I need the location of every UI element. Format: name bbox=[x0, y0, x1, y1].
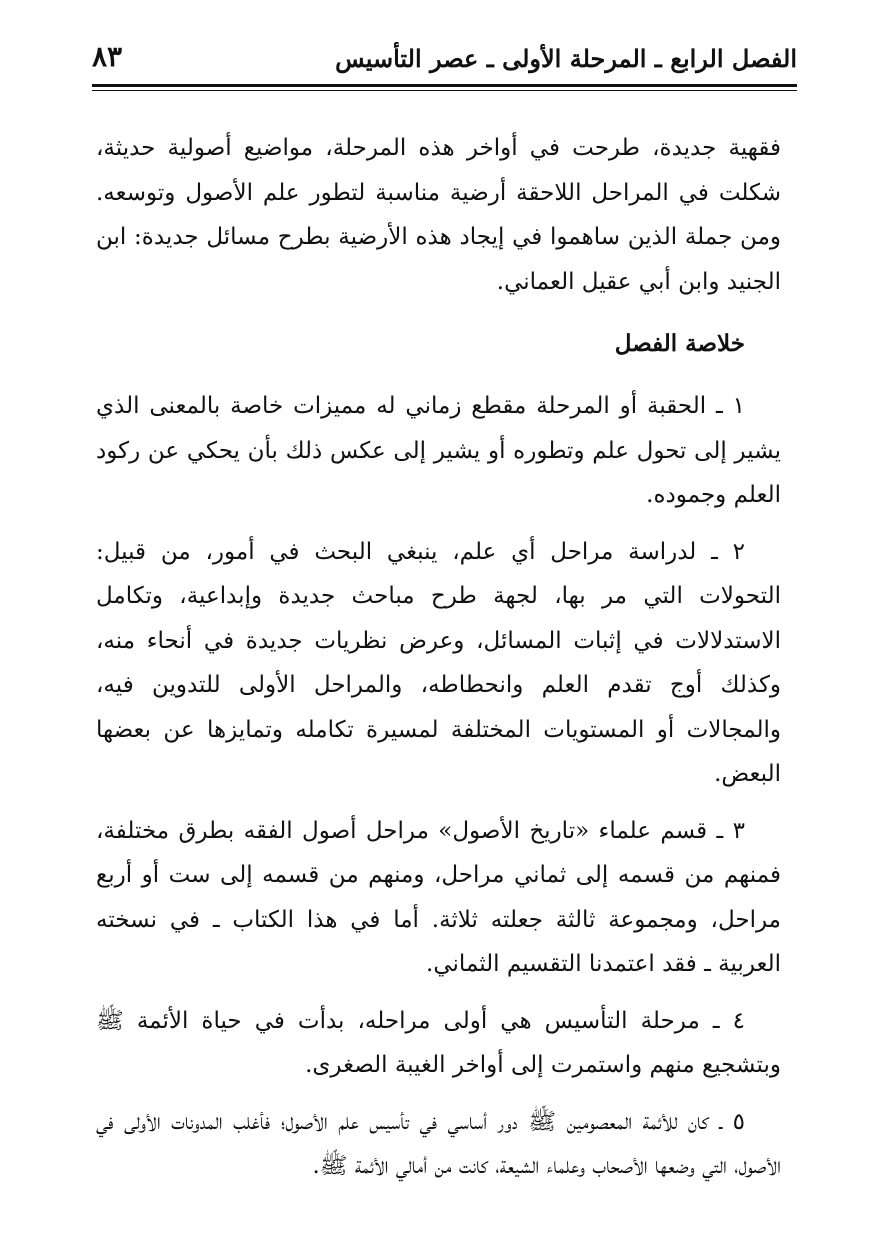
item-number: ١ ـ bbox=[716, 393, 745, 419]
item-text: لدراسة مراحل أي علم، ينبغي البحث في أمور، من قبيل: التحولات التي مر بها، لجهة طرح مباحث جديدة وإبداعية، وتكامل الاستدلالات في إثبات المسائل، وعرض نظريات جديدة في أنحاء منه، وكذلك أوج تقدم العلم وانحطاطه، والمراحل الأولى للتدوين فيه، والمجالات أو المستويات المختلفة لمسيرة تكامله وتمايزها عن بعضها البعض. bbox=[96, 538, 781, 787]
item-number: ٥ ـ bbox=[719, 1108, 746, 1135]
item-text: كان للأئمة المعصومين ﷺ دور أساسي في تأسيس علم الأصول؛ فأغلب المدونات الأولى في الأصول، التي وضعها الأصحاب وعلماء الشيعة، كانت من أمالي الأئمة ﷺ. bbox=[96, 1108, 781, 1179]
section-heading: خلاصة الفصل bbox=[614, 330, 745, 357]
item-text: الحقبة أو المرحلة مقطع زماني له مميزات خاصة بالمعنى الذي يشير إلى تحول علم وتطوره أو يشير إلى عكس ذلك بأن يحكي عن ركود العلم وجموده. bbox=[96, 393, 781, 508]
item-number: ٤ ـ bbox=[712, 1007, 745, 1034]
summary-item bbox=[96, 999, 781, 1088]
chapter-title: الفصل الرابع ـ المرحلة الأولى ـ عصر التأسيس bbox=[335, 44, 797, 73]
item-text: مرحلة التأسيس هي أولى مراحله، بدأت في حياة الأئمة ﷺ وبتشجيع منهم واستمرت إلى أواخر الغيبة الصغرى. bbox=[96, 1007, 781, 1078]
item-text: قسم علماء «تاريخ الأصول» مراحل أصول الفقه بطرق مختلفة، فمنهم من قسمه إلى ثماني مراحل، ومنهم من قسمه إلى ست أو أربع مراحل، ومجموعة ثالثة جعلته ثلاثة. أما في هذا الكتاب ـ في نسخته العربية ـ فقد اعتمدنا التقسيم الثماني. bbox=[96, 817, 781, 977]
summary-item bbox=[96, 809, 781, 987]
header-rule-thin bbox=[92, 90, 797, 91]
summary-item bbox=[96, 384, 781, 518]
summary-item bbox=[96, 1100, 781, 1189]
page-body bbox=[96, 126, 781, 1201]
page-number: ٨٣ bbox=[92, 40, 123, 73]
summary-item bbox=[96, 530, 781, 797]
intro-paragraph: فقهية جديدة، طرحت في أواخر هذه المرحلة، مواضيع أصولية حديثة، شكلت في المراحل اللاحقة أرضية مناسبة لتطور علم الأصول وتوسعه. ومن جملة الذين ساهموا في إيجاد هذه الأرضية بطرح مسائل جديدة: ابن الجنيد وابن أبي عقيل العماني. bbox=[96, 135, 781, 295]
item-number: ٣ ـ bbox=[716, 817, 746, 844]
running-header bbox=[92, 32, 797, 82]
header-rule-thick bbox=[92, 84, 797, 87]
item-number: ٢ ـ bbox=[711, 538, 746, 565]
